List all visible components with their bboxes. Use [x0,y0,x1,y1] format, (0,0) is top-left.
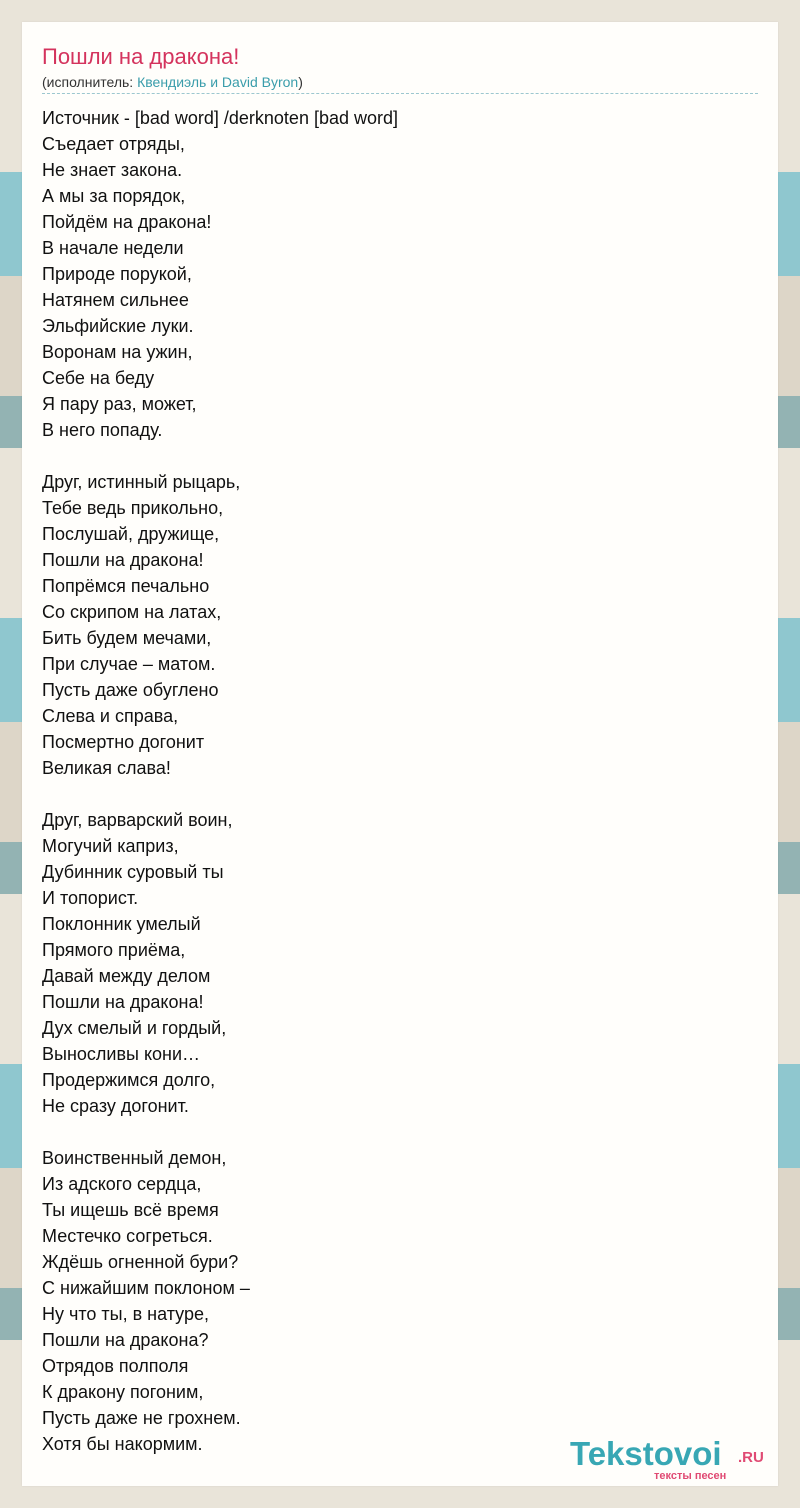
lyrics-line: Пусть даже обуглено [42,680,219,700]
lyrics-line: Продержимся долго, [42,1070,216,1090]
lyrics-stanza [42,105,742,443]
lyrics-text [42,105,742,1457]
site-logo[interactable] [570,1436,774,1486]
logo-tld: .RU [738,1449,764,1466]
lyrics-line: А мы за порядок, [42,186,186,206]
lyrics-line: Давай между делом [42,966,211,986]
lyrics-line: В начале недели [42,238,184,258]
lyrics-line: Ты ищешь всё время [42,1200,219,1220]
logo-tagline: тексты песен [654,1470,727,1482]
lyrics-line: Прямого приёма, [42,940,186,960]
song-title: Пошли на дракона! [42,44,240,69]
lyrics-line: Отрядов полполя [42,1356,189,1376]
lyrics-line: Дубинник суровый ты [42,862,224,882]
lyrics-line: Местечко согреться. [42,1226,213,1246]
performer-suffix: ) [298,74,303,90]
lyrics-line: Со скрипом на латах, [42,602,222,622]
lyrics-line: Эльфийские луки. [42,316,194,336]
lyrics-line: К дракону погоним, [42,1382,204,1402]
lyrics-line: Дух смелый и гордый, [42,1018,227,1038]
lyrics-line: Натянем сильнее [42,290,189,310]
lyrics-line: Выносливы кони… [42,1044,201,1064]
performer-prefix: (исполнитель: [42,74,138,90]
performer-line [42,73,303,91]
lyrics-card [22,22,778,1486]
lyrics-line: Хотя бы накормим. [42,1434,203,1454]
lyrics-line: Не знает закона. [42,160,183,180]
lyrics-line: В него попаду. [42,420,163,440]
lyrics-line: Я пару раз, может, [42,394,197,414]
lyrics-line: Себе на беду [42,368,155,388]
lyrics-line: Пусть даже не грохнем. [42,1408,241,1428]
lyrics-stanza [42,469,742,781]
lyrics-line: Тебе ведь прикольно, [42,498,224,518]
lyrics-line: Пошли на дракона? [42,1330,209,1350]
title-divider [42,93,758,94]
lyrics-line: Попрёмся печально [42,576,210,596]
lyrics-line: Воронам на ужин, [42,342,193,362]
lyrics-line: При случае – матом. [42,654,216,674]
lyrics-line: С нижайшим поклоном – [42,1278,250,1298]
lyrics-line: Пойдём на дракона! [42,212,212,232]
artist-link[interactable]: Квендиэль и David Byron [137,74,299,90]
lyrics-line: Ну что ты, в натуре, [42,1304,210,1324]
lyrics-line: Слева и справа, [42,706,179,726]
lyrics-line: Могучий каприз, [42,836,179,856]
lyrics-line: Пошли на дракона! [42,992,204,1012]
lyrics-line: Посмертно догонит [42,732,205,752]
lyrics-line: Съедает отряды, [42,134,185,154]
lyrics-line: Природе порукой, [42,264,192,284]
lyrics-line: Друг, варварский воин, [42,810,233,830]
logo-name: Tekstovoi [570,1435,722,1472]
lyrics-line: И топорист. [42,888,139,908]
lyrics-line: Пошли на дракона! [42,550,204,570]
lyrics-line: Поклонник умелый [42,914,201,934]
lyrics-line: Друг, истинный рыцарь, [42,472,241,492]
lyrics-line: Бить будем мечами, [42,628,212,648]
lyrics-line: Послушай, дружище, [42,524,220,544]
lyrics-line: Ждёшь огненной бури? [42,1252,239,1272]
lyrics-line: Великая слава! [42,758,171,778]
lyrics-line: Источник - [bad word] /derknoten [bad word] [42,108,399,128]
lyrics-line: Из адского сердца, [42,1174,202,1194]
lyrics-stanza [42,1145,742,1457]
lyrics-line: Воинственный демон, [42,1148,227,1168]
lyrics-stanza [42,807,742,1119]
lyrics-line: Не сразу догонит. [42,1096,189,1116]
